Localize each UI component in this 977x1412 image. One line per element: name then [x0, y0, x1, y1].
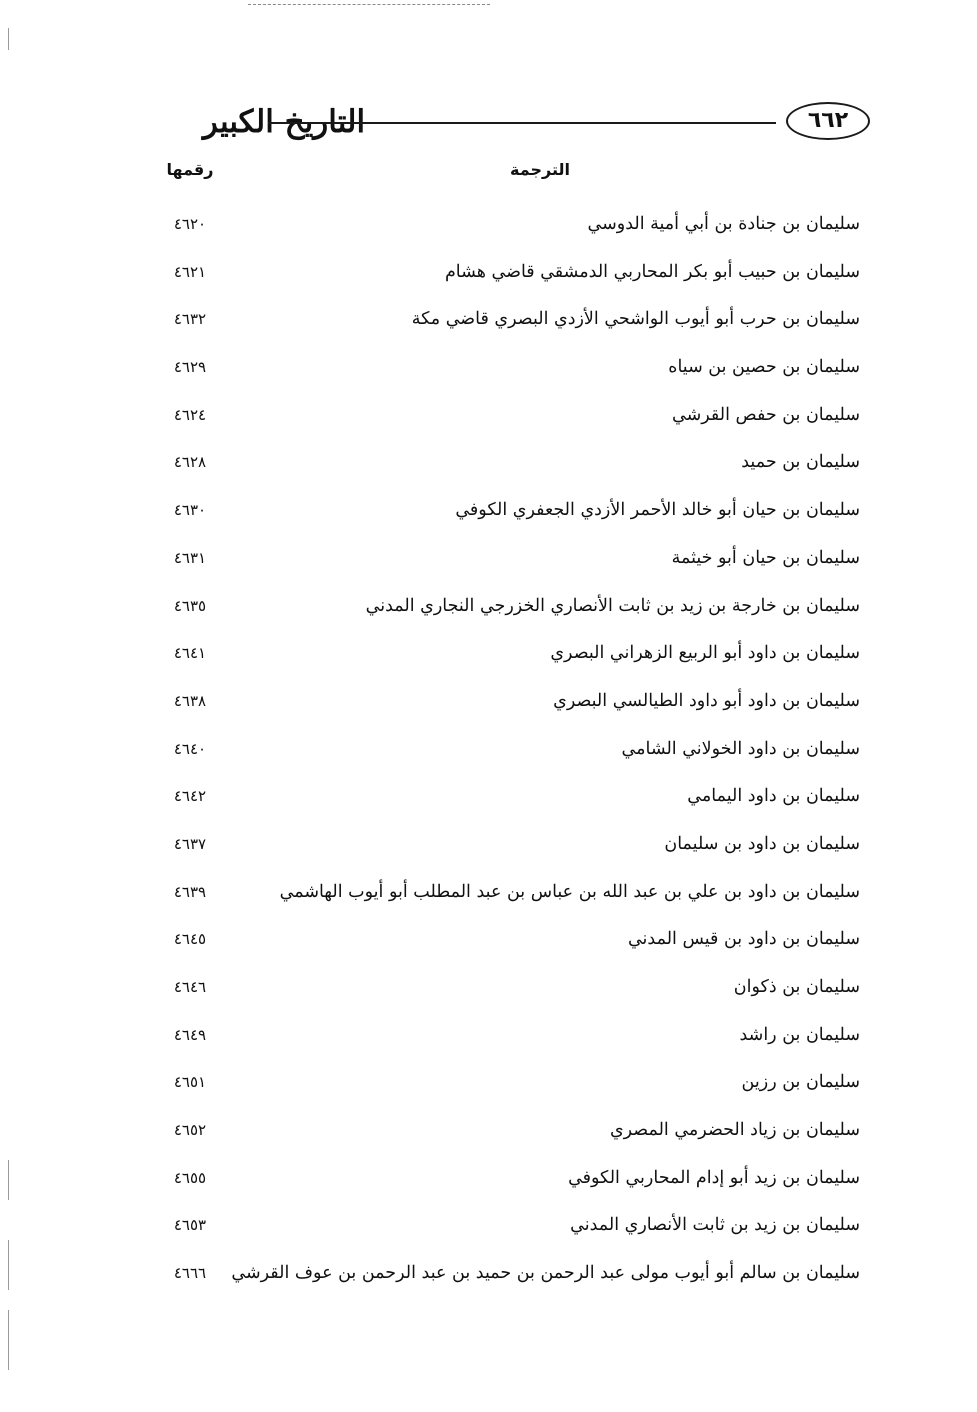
entry-number: ٤٦٢١: [173, 262, 207, 281]
index-row: [160, 915, 860, 963]
entry-name: سليمان بن حرب أبو أيوب الواشحي الأزدي البصري قاضي مكة: [411, 309, 860, 330]
entry-name: سليمان بن رزين: [741, 1072, 860, 1093]
entry-name: سليمان بن داود بن قيس المدني: [627, 929, 860, 950]
page-number: ٦٦٢: [786, 102, 870, 140]
entry-number: ٤٦٦٦: [173, 1264, 207, 1283]
entry-number: ٤٦٣٥: [173, 596, 207, 615]
index-row: [160, 343, 860, 391]
entry-number: ٤٦٢٠: [173, 215, 207, 233]
entry-number: ٤٦٢٤: [173, 405, 207, 424]
index-row: [160, 772, 860, 820]
entry-name: سليمان بن ذكوان: [733, 977, 860, 997]
column-headers: [160, 160, 860, 188]
index-list: [160, 200, 860, 1297]
entry-name: سليمان بن داود بن علي بن عبد الله بن عباس بن عبد المطلب أبو أيوب الهاشمي: [279, 881, 860, 902]
entry-number: ٤٦٣٢: [173, 310, 207, 329]
entry-number: ٤٦٤٦: [173, 978, 207, 996]
entry-name: سليمان بن زياد الحضرمي المصري: [609, 1120, 860, 1141]
index-row: [160, 1058, 860, 1106]
entry-name: سليمان بن زيد أبو إدام المحاربي الكوفي: [568, 1167, 860, 1188]
entry-number: ٤٦٥١: [173, 1073, 207, 1092]
index-row: [160, 1201, 860, 1249]
index-row: [160, 677, 860, 725]
index-row: [160, 582, 860, 630]
entry-name: سليمان بن داود أبو داود الطيالسي البصري: [553, 690, 860, 711]
entry-number: ٤٦٢٩: [173, 358, 207, 377]
entry-name: سليمان بن حفص القرشي: [672, 404, 860, 425]
margin-mark: [8, 28, 9, 50]
entry-number: ٤٦٢٨: [173, 453, 207, 472]
index-row: [160, 391, 860, 439]
index-row: [160, 534, 860, 582]
index-row: [160, 295, 860, 343]
column-header-number: رقمها: [166, 160, 214, 179]
entry-name: سليمان بن جنادة بن أبي أمية الدوسي: [587, 214, 860, 234]
index-row: [160, 1154, 860, 1202]
index-row: [160, 868, 860, 916]
entry-number: ٤٦٤١: [173, 644, 207, 663]
entry-name: سليمان بن داود اليمامي: [687, 786, 860, 807]
page-header: [100, 96, 880, 148]
entry-number: ٤٦٤٩: [173, 1025, 207, 1044]
entry-name: سليمان بن داود أبو الربيع الزهراني البصري: [550, 643, 860, 664]
entry-name: سليمان بن راشد: [739, 1024, 860, 1045]
entry-number: ٤٦٤٠: [173, 739, 207, 758]
entry-name: سليمان بن حيان أبو خالد الأحمر الأزدي الجعفري الكوفي: [455, 500, 860, 521]
entry-name: سليمان بن حبيب أبو بكر المحاربي الدمشقي قاضي هشام: [444, 261, 860, 282]
column-header-entry: الترجمة: [510, 160, 570, 179]
entry-name: سليمان بن سالم أبو أيوب مولى عبد الرحمن بن حميد بن عبد الرحمن بن عوف القرشي: [231, 1263, 860, 1284]
index-row: [160, 248, 860, 296]
entry-number: ٤٦٥٢: [173, 1121, 207, 1140]
entry-name: سليمان بن زيد بن ثابت الأنصاري المدني: [570, 1215, 860, 1236]
index-row: [160, 1106, 860, 1154]
index-row: [160, 725, 860, 773]
entry-number: ٤٦٣٨: [173, 691, 207, 710]
top-scan-rule: [248, 4, 490, 5]
entry-number: ٤٦٥٣: [173, 1216, 207, 1235]
entry-number: ٤٦٣٩: [173, 882, 207, 901]
index-row: [160, 963, 860, 1011]
entry-name: سليمان بن حميد: [741, 452, 860, 473]
index-row: [160, 820, 860, 868]
margin-mark: [8, 1160, 9, 1200]
entry-name: سليمان بن حيان أبو خيثمة: [671, 547, 860, 568]
index-row: [160, 438, 860, 486]
index-row: [160, 1249, 860, 1297]
margin-mark: [8, 1310, 9, 1370]
entry-number: ٤٦٣٧: [173, 834, 207, 853]
entry-number: ٤٦٣٠: [173, 501, 207, 520]
entry-number: ٤٦٥٥: [173, 1168, 207, 1187]
entry-name: سليمان بن حصين بن سياه: [668, 357, 860, 378]
entry-number: ٤٦٣١: [173, 548, 207, 567]
header-rule: [268, 122, 776, 124]
entry-name: سليمان بن داود الخولاني الشامي: [621, 738, 860, 759]
entry-number: ٤٦٤٢: [173, 787, 207, 806]
index-row: [160, 1011, 860, 1059]
index-row: [160, 629, 860, 677]
entry-number: ٤٦٤٥: [173, 930, 207, 949]
entry-name: سليمان بن داود بن سليمان: [664, 833, 860, 854]
index-row: [160, 486, 860, 534]
margin-mark: [8, 1240, 9, 1290]
entry-name: سليمان بن خارجة بن زيد بن ثابت الأنصاري الخزرجي النجاري المدني: [365, 595, 860, 616]
index-row: [160, 200, 860, 248]
book-title: التاريخ الكبير: [202, 104, 366, 140]
